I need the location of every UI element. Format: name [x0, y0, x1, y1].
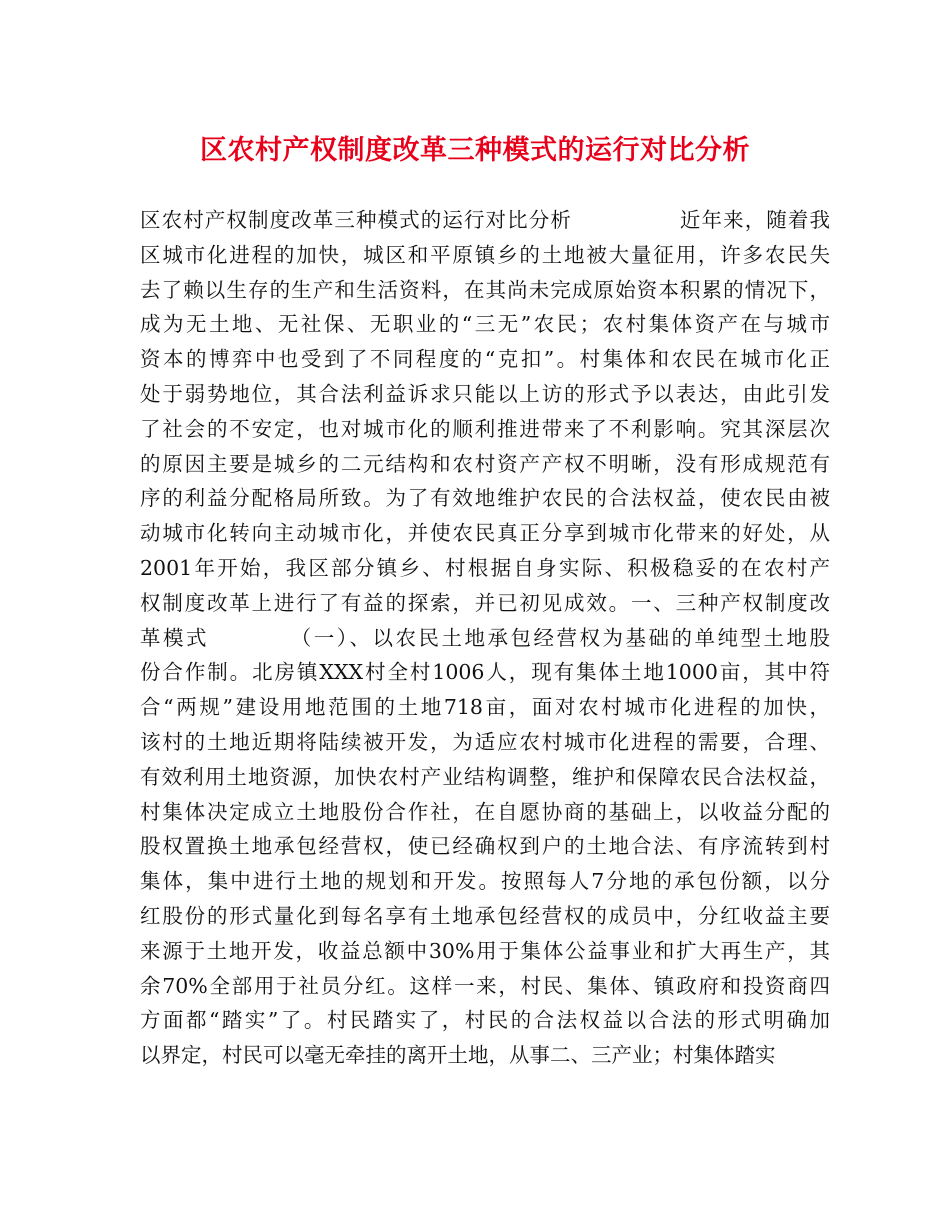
body-line: 革模式 （一）、以农民土地承包经营权为基础的单纯型土地股: [140, 625, 830, 650]
body-line: 动城市化转向主动城市化，并使农民真正分享到城市化带来的好处，从: [140, 521, 830, 546]
body-line: 集体，集中进行土地的规划和开发。按照每人7分地的承包份额，以分: [140, 869, 830, 894]
body-line: 余70%全部用于社员分红。这样一来，村民、集体、镇政府和投资商四: [140, 973, 830, 998]
body-line: 该村的土地近期将陆续被开发，为适应农村城市化进程的需要，合理、: [140, 729, 830, 754]
body-line: 方面都“踏实”了。村民踏实了，村民的合法权益以合法的形式明确加: [140, 1008, 830, 1033]
body-line: 合“两规”建设用地范围的土地718亩，面对农村城市化进程的加快，: [140, 695, 830, 720]
body-line: 权制度改革上进行了有益的探索，并已初见成效。一、三种产权制度改: [140, 590, 830, 615]
body-line: 股权置换土地承包经营权，使已经确权到户的土地合法、有序流转到村: [140, 834, 830, 859]
body-line: 了社会的不安定，也对城市化的顺利推进带来了不利影响。究其深层次: [140, 416, 830, 441]
body-line: 来源于土地开发，收益总额中30%用于集体公益事业和扩大再生产，其: [140, 938, 830, 963]
document-body: [140, 203, 830, 1073]
body-line: 有效利用土地资源，加快农村产业结构调整，维护和保障农民合法权益，: [140, 764, 830, 789]
body-line: 处于弱势地位，其合法利益诉求只能以上访的形式予以表达，由此引发: [140, 381, 830, 406]
body-line: 的原因主要是城乡的二元结构和农村资产产权不明晰，没有形成规范有: [140, 451, 830, 476]
body-line: 成为无土地、无社保、无职业的“三无”农民；农村集体资产在与城市: [140, 312, 830, 337]
document-title: 区农村产权制度改革三种模式的运行对比分析: [200, 135, 750, 166]
body-line: 2001年开始，我区部分镇乡、村根据自身实际、积极稳妥的在农村产: [140, 555, 830, 580]
body-line: 以界定，村民可以毫无牵挂的离开土地，从事二、三产业；村集体踏实: [140, 1043, 776, 1068]
body-line: 红股份的形式量化到每名享有土地承包经营权的成员中，分红收益主要: [140, 903, 830, 928]
body-line: 村集体决定成立土地股份合作社，在自愿协商的基础上，以收益分配的: [140, 799, 830, 824]
body-line: 去了赖以生存的生产和生活资料，在其尚未完成原始资本积累的情况下，: [140, 277, 830, 302]
body-line: 区城市化进程的加快，城区和平原镇乡的土地被大量征用，许多农民失: [140, 242, 830, 267]
body-line: 资本的博弈中也受到了不同程度的“克扣”。村集体和农民在城市化正: [140, 347, 830, 372]
body-line: 区农村产权制度改革三种模式的运行对比分析 近年来，随着我: [140, 208, 830, 232]
body-line: 序的利益分配格局所致。为了有效地维护农民的合法权益，使农民由被: [140, 486, 830, 511]
body-line: 份合作制。北房镇XXX村全村1006人，现有集体土地1000亩，其中符: [140, 660, 830, 685]
